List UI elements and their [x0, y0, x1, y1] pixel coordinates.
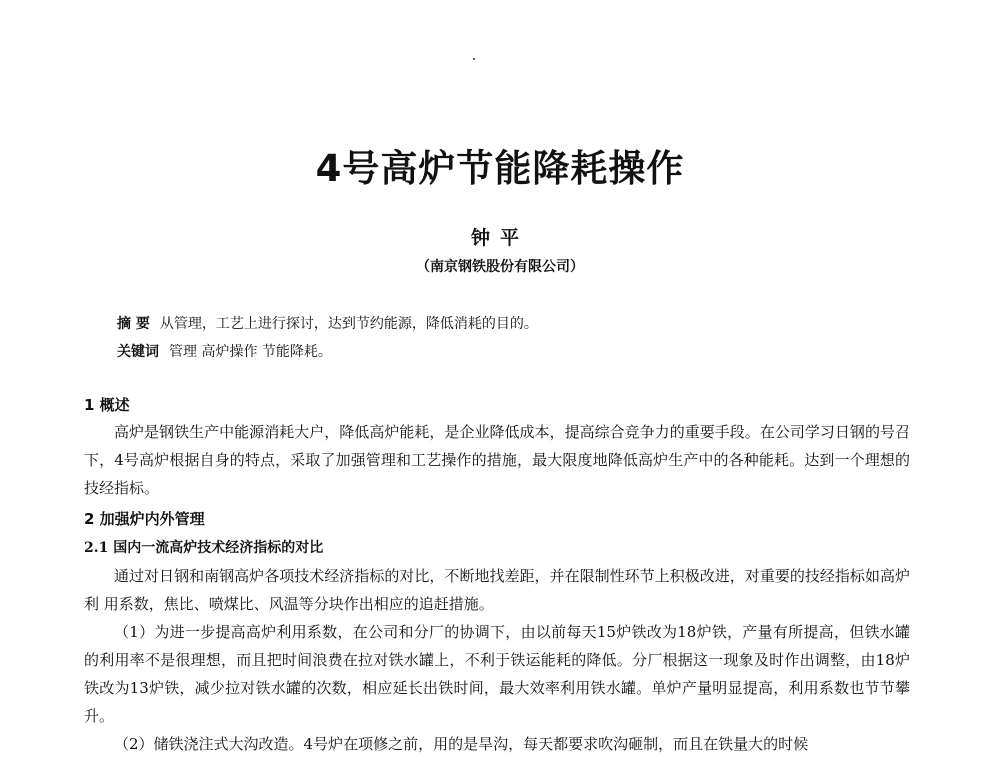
keywords-line: [117, 341, 332, 361]
abstract-label: 摘 要: [117, 316, 150, 332]
section-2-heading: 2 加强炉内外管理: [84, 510, 205, 528]
abstract-line: [117, 313, 538, 333]
scan-speck: [473, 58, 475, 60]
abstract-text: 从管理，工艺上进行探讨，达到节约能源，降低消耗的目的。: [159, 316, 538, 332]
section-2-1-heading: 2.1 国内一流高炉技术经济指标的对比: [84, 540, 324, 556]
section-2-1-paragraph-2: （1）为进一步提高高炉利用系数，在公司和分厂的协调下，由以前每天15炉铁改为18炉铁，产量有所提高，但铁水罐的利用率不是很理想，而且把时间浪费在拉对铁水罐上，不利于铁运能耗的降低。分厂根据这一现象及时作出调整，由18炉铁改为13炉铁，减少拉对铁水罐的次数，相应延长出铁时间，最大效率利用铁水罐。单炉产量明显提高，利用系数也节节攀升。: [84, 623, 910, 725]
section-1-paragraph: 高炉是钢铁生产中能源消耗大户，降低高炉能耗，是企业降低成本，提高综合竞争力的重要手段。在公司学习日钢的号召下，4号高炉根据自身的特点，采取了加强管理和工艺操作的措施，最大限度地降低高炉生产中的各种能耗。达到一个理想的技经指标。: [84, 423, 910, 497]
keywords-text: 管理 高炉操作 节能降耗。: [169, 344, 332, 360]
keywords-label: 关键词: [117, 344, 159, 360]
section-1-heading: 1 概述: [84, 396, 130, 414]
paper-author: 钟平: [470, 227, 529, 249]
section-2-1-paragraph-3: （2）储铁浇注式大沟改造。4号炉在项修之前，用的是旱沟，每天都要求吹沟砸制，而且在铁量大的时候: [114, 735, 809, 753]
author-affiliation: （南京钢铁股份有限公司）: [416, 259, 584, 275]
section-2-1-paragraph-1: 通过对日钢和南钢高炉各项技术经济指标的对比，不断地找差距，并在限制性环节上积极改进，对重要的技经指标如高炉利 用系数，焦比、喷煤比、风温等分块作出相应的追赶措施。: [84, 567, 910, 613]
paper-title: 4号高炉节能降耗操作: [315, 147, 685, 190]
